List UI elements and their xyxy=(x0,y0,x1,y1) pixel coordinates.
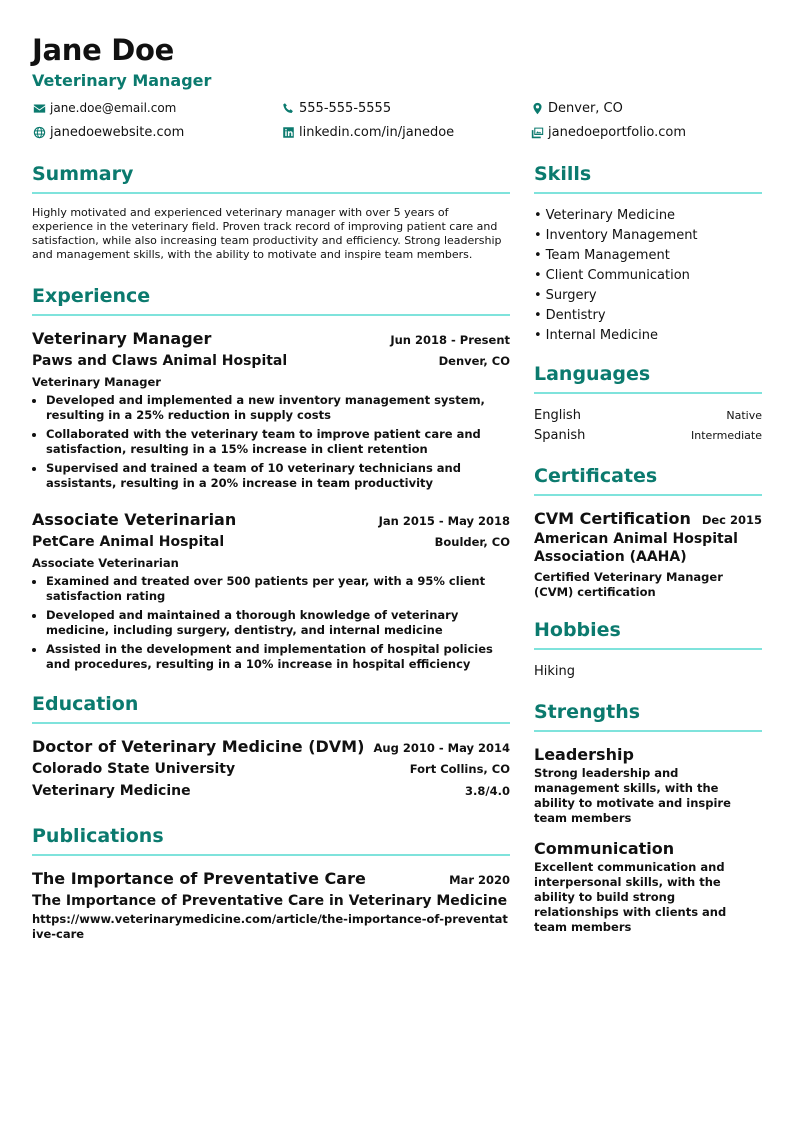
contact-info xyxy=(32,98,762,142)
section-divider xyxy=(534,730,762,732)
publications-heading: Publications xyxy=(32,825,164,847)
job-location: Boulder, CO xyxy=(434,535,510,549)
section-divider xyxy=(32,722,510,724)
job-role: Associate Veterinarian xyxy=(32,556,179,570)
section-divider xyxy=(534,648,762,650)
job-bullets xyxy=(32,393,510,491)
list-item: • Internal Medicine xyxy=(534,328,658,343)
phone-text[interactable]: 555-555-5555 xyxy=(299,100,392,116)
publication-url[interactable]: https://www.veterinarymedicine.com/article/the-importance-of-preventative-care xyxy=(32,912,508,941)
job-location: Denver, CO xyxy=(438,354,510,368)
list-item: • Team Management xyxy=(534,248,670,263)
list-item: • Assisted in the development and implementation of hospital policies and procedures, resulting in a 10% increase in hospital efficiency xyxy=(46,642,510,672)
candidate-name: Jane Doe xyxy=(32,33,175,67)
strength-entry xyxy=(534,744,762,826)
strength-title: Leadership xyxy=(534,745,634,764)
experience-entry xyxy=(32,328,510,491)
contact-portfolio[interactable] xyxy=(530,122,762,142)
company-name: Paws and Claws Animal Hospital xyxy=(32,353,288,369)
language-row xyxy=(534,426,762,446)
education-heading: Education xyxy=(32,693,139,715)
linkedin-icon xyxy=(281,125,295,139)
linkedin-text[interactable]: linkedin.com/in/janedoe xyxy=(299,124,455,140)
contact-location xyxy=(530,98,762,118)
portfolio-text[interactable]: janedoeportfolio.com xyxy=(548,124,687,140)
summary-text: Highly motivated and experienced veterinary manager with over 5 years of experience in the veterinary field. Proven track record of improving patient care and satisfaction, while also increasing team productivity and efficiency. Strong leadership and management skills, with the ability to motivate and inspire team members. xyxy=(32,206,502,261)
website-text[interactable]: janedoewebsite.com xyxy=(50,124,185,140)
school-name: Colorado State University xyxy=(32,761,236,777)
strength-title: Communication xyxy=(534,839,675,858)
right-column xyxy=(534,160,762,947)
certificate-entry xyxy=(534,508,762,600)
job-bullets xyxy=(32,574,510,672)
location-text: Denver, CO xyxy=(548,100,623,116)
image-gallery-icon xyxy=(530,125,544,139)
strength-description: Strong leadership and management skills, with the ability to motivate and inspire team members xyxy=(534,766,731,825)
experience-heading: Experience xyxy=(32,285,151,307)
languages-heading: Languages xyxy=(534,363,651,385)
list-item: • Client Communication xyxy=(534,268,690,283)
publication-subtitle: The Importance of Preventative Care in Veterinary Medicine xyxy=(32,893,508,909)
field-of-study: Veterinary Medicine xyxy=(32,783,191,799)
section-divider xyxy=(32,314,510,316)
contact-phone[interactable] xyxy=(281,98,530,118)
job-date: Jun 2018 - Present xyxy=(390,333,510,347)
certificate-issuer: American Animal Hospital Association (AAHA) xyxy=(534,531,738,565)
skills-heading: Skills xyxy=(534,163,592,185)
hobbies-heading: Hobbies xyxy=(534,619,621,641)
education-date: Aug 2010 - May 2014 xyxy=(373,741,510,755)
experience-entry xyxy=(32,509,510,672)
language-name: English xyxy=(534,408,581,423)
language-name: Spanish xyxy=(534,428,586,443)
contact-email[interactable] xyxy=(32,98,281,118)
section-divider xyxy=(534,192,762,194)
job-date: Jan 2015 - May 2018 xyxy=(378,514,510,528)
publication-title: The Importance of Preventative Care xyxy=(32,869,366,888)
contact-website[interactable] xyxy=(32,122,281,142)
strengths-heading: Strengths xyxy=(534,701,641,723)
list-item: • Developed and implemented a new inventory management system, resulting in a 25% reduction in supply costs xyxy=(46,393,510,423)
language-level: Native xyxy=(726,409,762,422)
hobby-item: Hiking xyxy=(534,664,576,679)
globe-icon xyxy=(32,125,46,139)
candidate-title: Veterinary Manager xyxy=(32,71,212,90)
email-text[interactable]: jane.doe@email.com xyxy=(50,101,177,115)
skills-list xyxy=(534,206,762,346)
section-divider xyxy=(32,192,510,194)
envelope-icon xyxy=(32,101,46,115)
resume-page xyxy=(32,32,762,941)
left-column xyxy=(32,160,510,942)
phone-icon xyxy=(281,101,295,115)
publication-entry xyxy=(32,868,510,942)
education-entry xyxy=(32,736,510,802)
list-item: • Supervised and trained a team of 10 veterinary technicians and assistants, resulting in a 20% increase in team productivity xyxy=(46,461,510,491)
section-divider xyxy=(534,392,762,394)
certificate-description: Certified Veterinary Manager (CVM) certification xyxy=(534,570,723,599)
school-location: Fort Collins, CO xyxy=(409,762,510,776)
job-title: Veterinary Manager xyxy=(32,329,212,348)
section-divider xyxy=(534,494,762,496)
list-item: • Dentistry xyxy=(534,308,606,323)
list-item: • Surgery xyxy=(534,288,597,303)
gpa: 3.8/4.0 xyxy=(465,784,510,798)
list-item: • Developed and maintained a thorough knowledge of veterinary medicine, including surgery, dentistry, and internal medicine xyxy=(46,608,510,638)
list-item: • Inventory Management xyxy=(534,228,698,243)
job-title: Associate Veterinarian xyxy=(32,510,237,529)
certificate-date: Dec 2015 xyxy=(701,513,762,527)
languages-list xyxy=(534,406,762,446)
language-row xyxy=(534,406,762,426)
job-role: Veterinary Manager xyxy=(32,375,161,389)
language-level: Intermediate xyxy=(691,429,762,442)
degree-name: Doctor of Veterinary Medicine (DVM) xyxy=(32,737,365,756)
list-item: • Examined and treated over 500 patients per year, with a 95% client satisfaction rating xyxy=(46,574,510,604)
section-divider xyxy=(32,854,510,856)
list-item: • Collaborated with the veterinary team to improve patient care and satisfaction, resulting in a 15% increase in client retention xyxy=(46,427,510,457)
strength-entry xyxy=(534,838,762,935)
summary-heading: Summary xyxy=(32,163,134,185)
strength-description: Excellent communication and interpersonal skills, with the ability to build strong relationships with clients and team members xyxy=(534,860,727,934)
contact-linkedin[interactable] xyxy=(281,122,530,142)
company-name: PetCare Animal Hospital xyxy=(32,534,225,550)
map-pin-icon xyxy=(530,101,544,115)
publication-date: Mar 2020 xyxy=(449,873,510,887)
certificates-heading: Certificates xyxy=(534,465,658,487)
list-item: • Veterinary Medicine xyxy=(534,208,676,223)
certificate-title: CVM Certification xyxy=(534,509,691,528)
